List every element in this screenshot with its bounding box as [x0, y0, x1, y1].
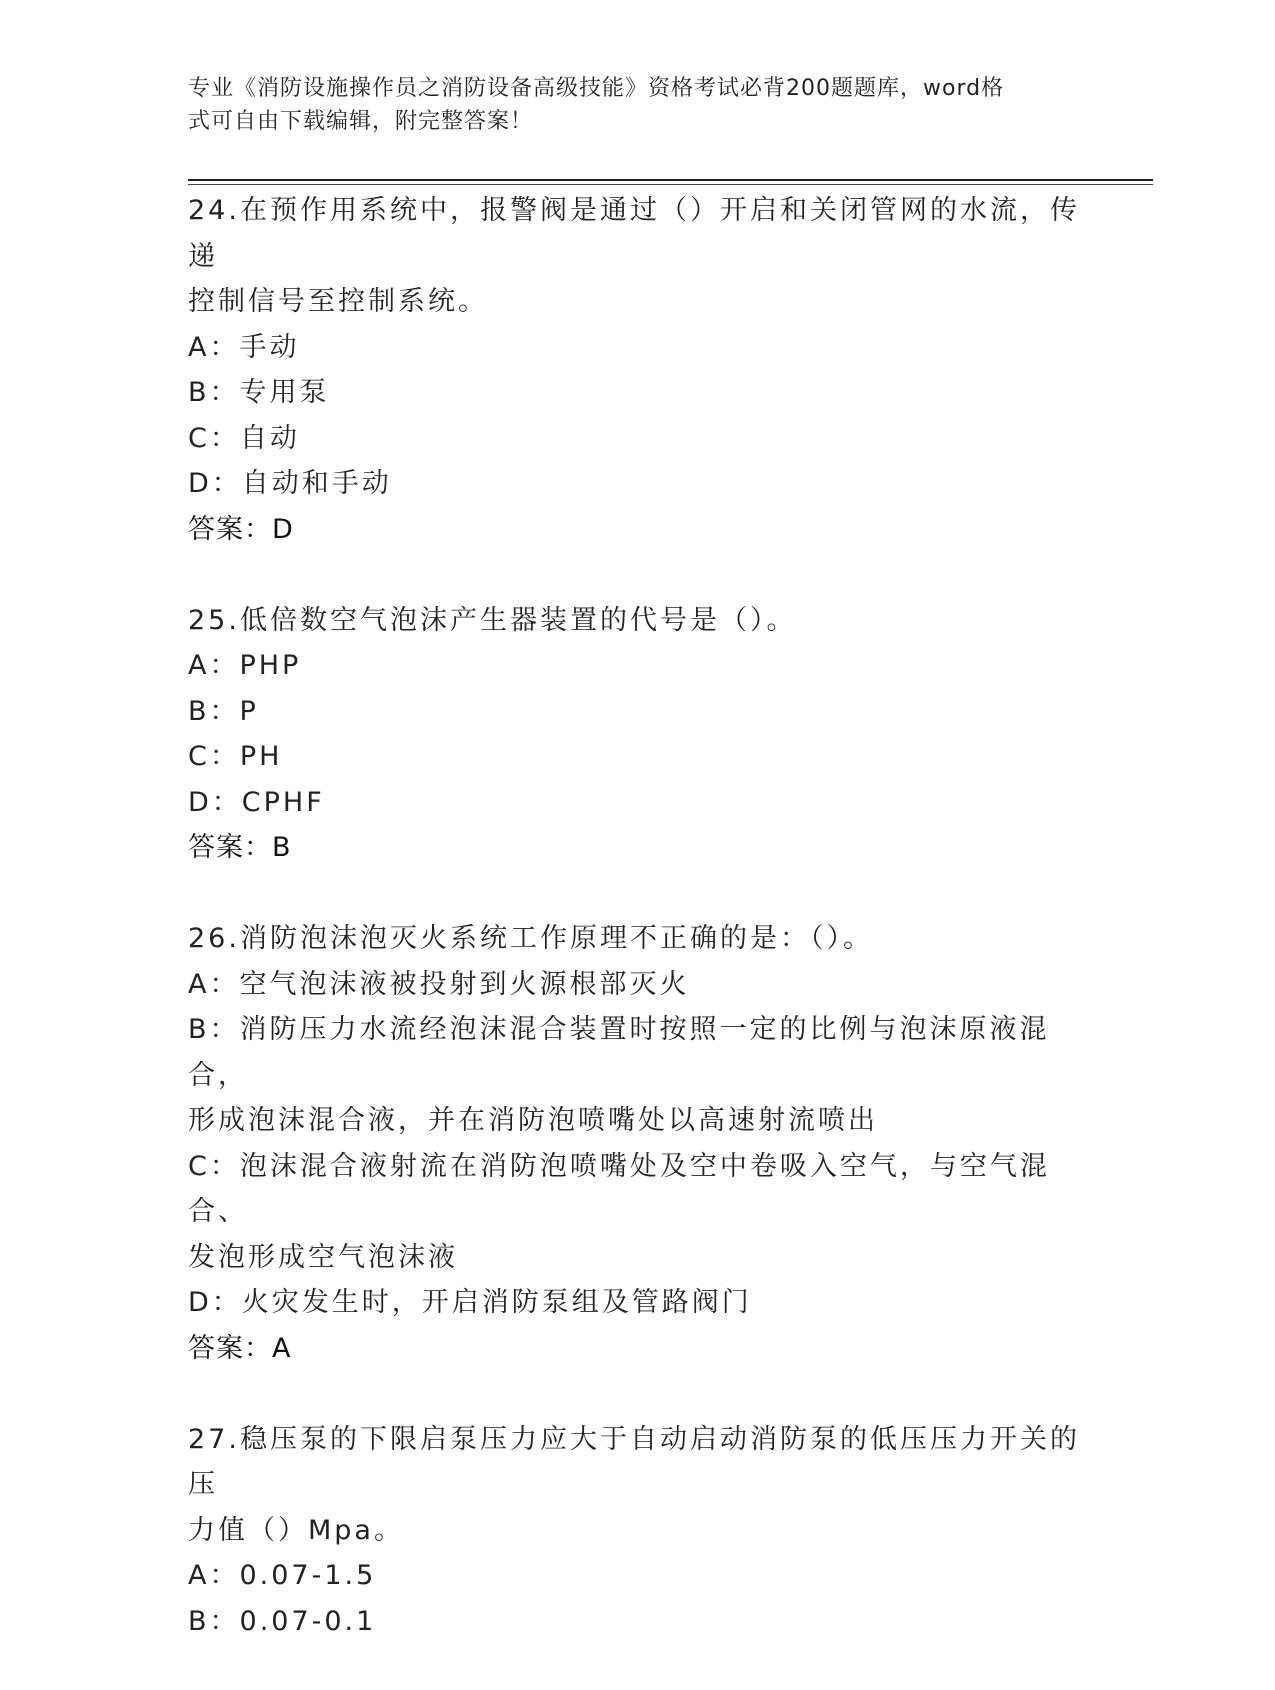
question-stem: 力值（）Mpa。: [188, 1514, 404, 1546]
question-stem: 25.低倍数空气泡沫产生器装置的代号是（）。: [188, 604, 797, 636]
answer-option: A：手动: [188, 331, 300, 363]
question-block: [188, 188, 1088, 552]
answer-option: A：空气泡沫液被投射到火源根部灭火: [188, 968, 690, 1000]
question-block: [188, 1417, 1088, 1645]
question-block: [188, 598, 1088, 871]
correct-answer: 答案：A: [188, 1332, 292, 1364]
correct-answer: 答案：B: [188, 832, 292, 863]
question-stem: 控制信号至控制系统。: [188, 286, 488, 317]
answer-option: 发泡形成空气泡沫液: [188, 1241, 458, 1273]
answer-option: D：火灾发生时，开启消防泵组及管路阀门: [188, 1287, 752, 1318]
answer-option: B：0.07-0.1: [188, 1605, 377, 1637]
header-rule: [188, 179, 1153, 181]
question-block: [188, 916, 1088, 1371]
answer-option: B：专用泵: [188, 377, 330, 408]
answer-option: A：PHP: [188, 650, 302, 681]
answer-option: D：CPHF: [188, 786, 325, 818]
answer-option: C：自动: [188, 422, 300, 454]
question-stem: 26.消防泡沫泡灭火系统工作原理不正确的是：（）。: [188, 923, 873, 954]
header-line-1: 专业《消防设施操作员之消防设备高级技能》资格考试必背200题题库，word格: [188, 76, 1005, 101]
question-stem: 24.在预作用系统中，报警阀是通过（）开启和关闭管网的水流，传递: [188, 195, 1080, 272]
question-stem: 27.稳压泵的下限启泵压力应大于自动启动消防泵的低压压力开关的压: [188, 1423, 1080, 1500]
answer-option: D：自动和手动: [188, 468, 392, 499]
header-line-2: 式可自由下载编辑，附完整答案！: [188, 109, 534, 134]
answer-option: A：0.07-1.5: [188, 1560, 377, 1591]
header-rule-secondary: [188, 184, 1153, 185]
correct-answer: 答案：D: [188, 513, 294, 545]
answer-option: B：P: [188, 695, 259, 727]
answer-option: C：泡沫混合液射流在消防泡喷嘴处及空中卷吸入空气，与空气混合、: [188, 1150, 1050, 1227]
answer-option: B：消防压力水流经泡沫混合装置时按照一定的比例与泡沫原液混合，: [188, 1014, 1050, 1091]
document-header: [188, 72, 1068, 138]
question-list: [188, 188, 1088, 1690]
answer-option: C：PH: [188, 741, 283, 772]
answer-option: 形成泡沫混合液，并在消防泡喷嘴处以高速射流喷出: [188, 1105, 878, 1136]
